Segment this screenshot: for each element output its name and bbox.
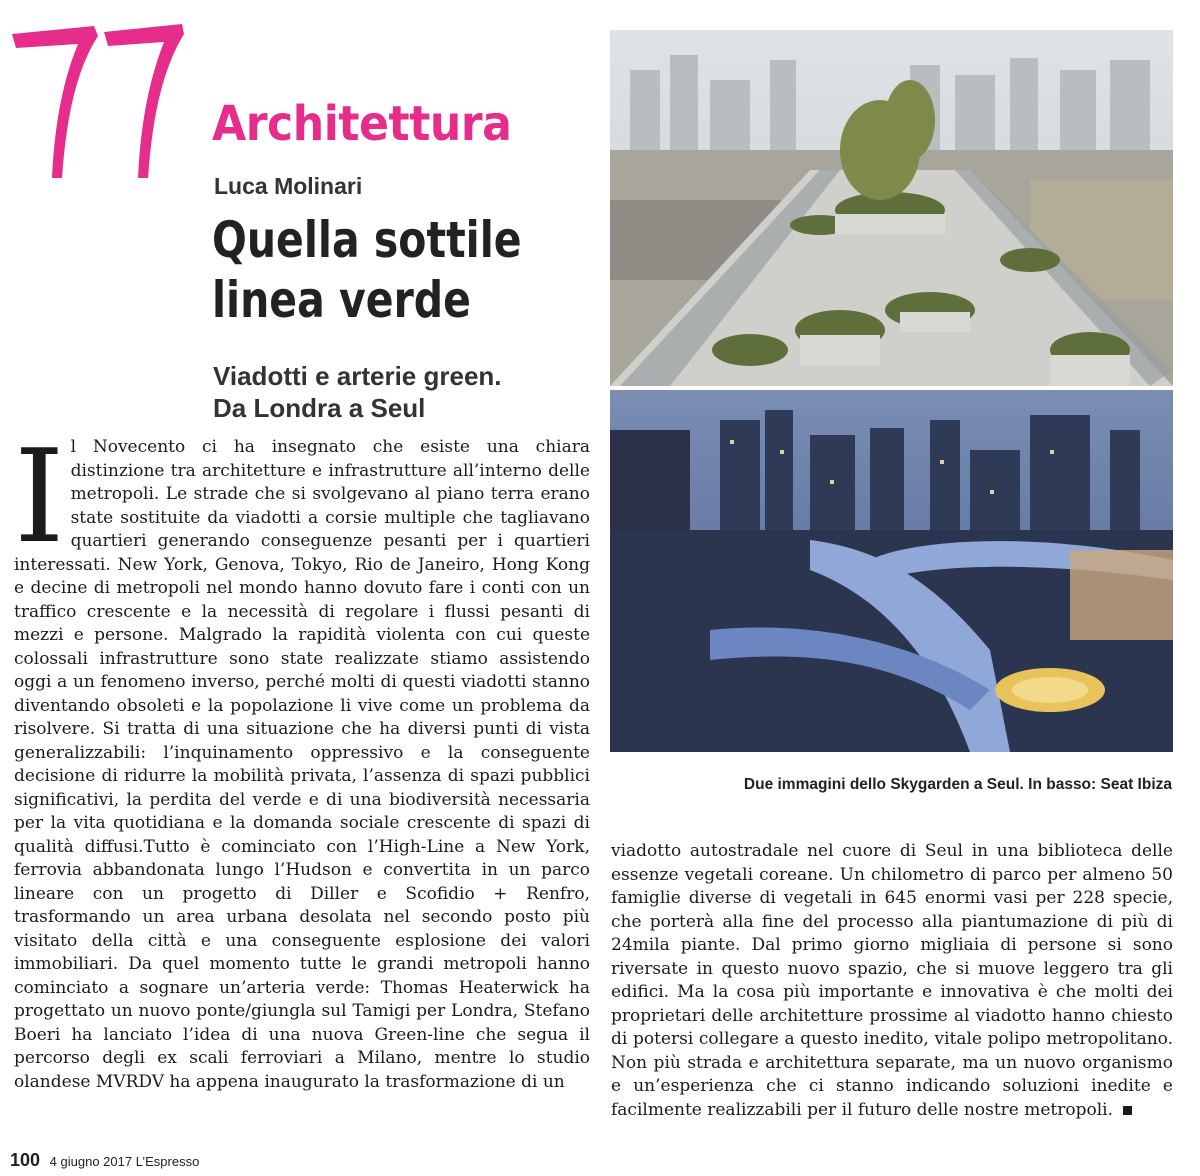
page-number: 100 xyxy=(10,1150,41,1170)
headline-line-2: linea verde xyxy=(212,271,471,329)
page-footer xyxy=(10,1150,199,1171)
article-text-1: l Novecento ci ha insegnato che esiste una chiara distinzione tra architetture e infrastrutture all’interno delle metropoli. Le strade che si svolgevano al piano terra erano state sostituite da viadotti a corsie multiple che tagliavano quartieri generando conseguenze pesanti per i quartieri interessati. New York, Genova, Tokyo, Rio de Janeiro, Hong Kong e decine di metropoli nel mondo hanno dovuto fare i conti con un traffico crescente e la necessità di regolare i flussi pesanti di mezzi e persone. Malgrado la rapidità violenta con cui queste colossali infrastrutture sono state realizzate stiamo assistendo oggi a un fenomeno inverso, perché molti di questi viadotti stanno diventando obsoleti e la popolazione li vive come un problema da risolvere. Si tratta di una situazione che ha diversi punti di vista generalizzabili: l’inquinamento oppressivo e la conseguente decisione di ridurre la mobilità privata, l’assenza di spazi pubblici significativi, la perdita del verde e di una biodiversità necessaria per la vita quotidiana e la domanda sociale crescente di spazi di qualità diffusi.Tutto è cominciato con l’High-Line a New York, ferrovia abbandonata lungo l’Hudson e convertita in un parco lineare con un progetto di Diller e Scofidio + Renfro, trasformando un area urbana desolata nel secondo posto più visitato della città e una conseguente esplosione dei valori immobiliari. Da quel momento tutte le grandi metropoli hanno cominciato a sognare un’arteria verde: Thomas Heaterwick ha progettato un nuovo ponte/giungla sul Tamigi per Londra, Stefano Boeri ha lanciato l’idea di una nuova Green-line che segua il percorso degli ex scali ferroviari a Milano, mentre lo studio olandese MVRDV ha appena inaugurato la trasformazione di un xyxy=(14,437,590,1092)
article-column-1 xyxy=(14,436,590,1144)
section-number-17 xyxy=(6,20,186,180)
subhead-line-2: Da Londra a Seul xyxy=(213,393,426,423)
section-title: Architettura xyxy=(212,96,512,152)
photo-skygarden-day xyxy=(610,30,1173,386)
end-mark xyxy=(1123,1106,1132,1115)
subhead-line-1: Viadotti e arterie green. xyxy=(213,361,502,391)
section-number-text: 17 xyxy=(6,20,8,21)
article-text-2: viadotto autostradale nel cuore di Seul in una biblioteca delle essenze vegetali coreane. Un chilometro di parco per almeno 50 famiglie diverse di vegetali in 645 enormi vasi per 228 specie, che porterà alla fine del processo alla piantumazione di più di 24mila piante. Dal primo giorno migliaia di persone si sono riversate in questo nuovo spazio, che si muove leggero tra gli edifici. Ma la cosa più importante e innovativa è che molti dei proprietari delle architetture prossime al viadotto hanno chiesto di potersi collegare a questo inedito, vitale polipo metropolitano. Non più strada e architettura separate, ma un nuovo organismo e un’esperienza che ci stanno indicando soluzioni inedite e facilmente realizzabili per il futuro delle nostre metropoli. xyxy=(611,841,1173,1120)
photo-skygarden-night xyxy=(610,390,1173,752)
drop-cap: I xyxy=(14,436,65,572)
headline-line-1: Quella sottile xyxy=(212,211,522,269)
headline xyxy=(212,210,522,330)
issue-date: 4 giugno 2017 xyxy=(49,1154,133,1169)
photo-caption: Due immagini dello Skygarden a Seul. In basso: Seat Ibiza xyxy=(743,776,1172,793)
magazine-name: L’Espresso xyxy=(135,1154,200,1169)
article-column-2 xyxy=(611,840,1173,1140)
subheadline xyxy=(213,360,502,424)
author-name: Luca Molinari xyxy=(214,173,363,199)
